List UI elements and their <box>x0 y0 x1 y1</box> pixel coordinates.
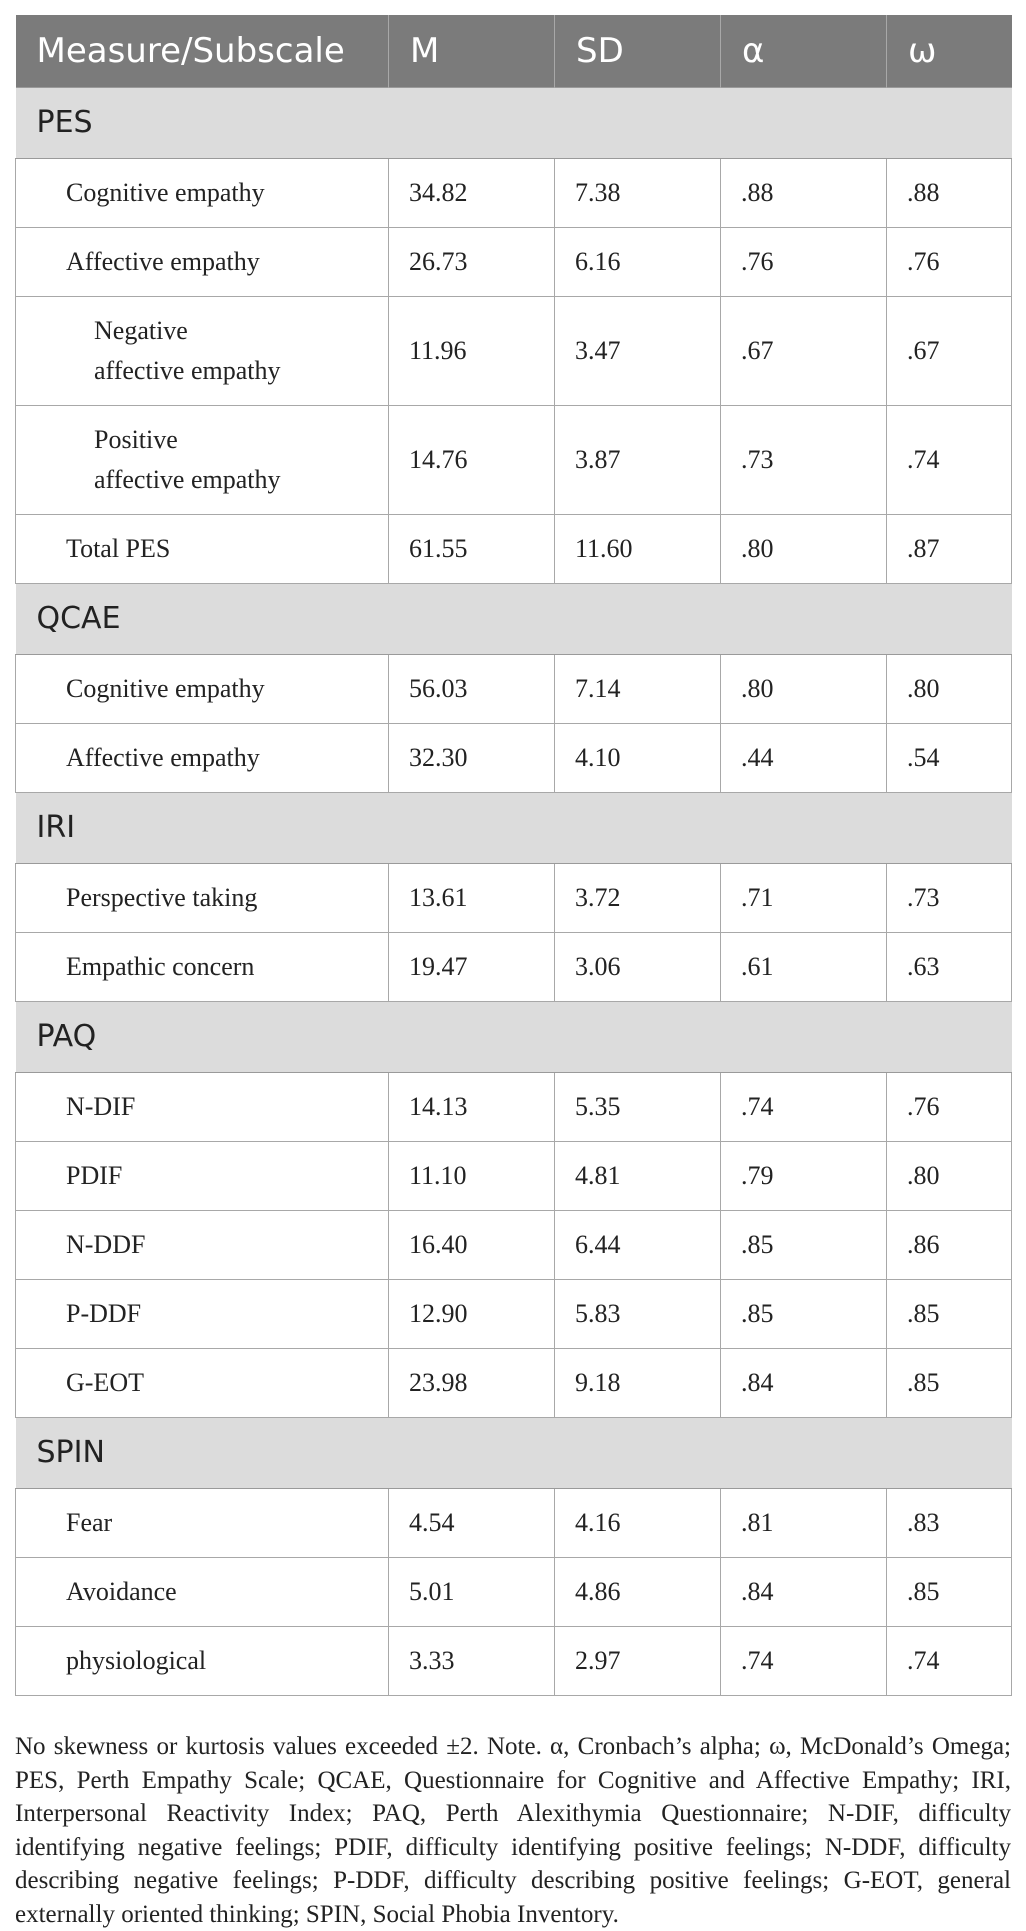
section-pes <box>16 87 1012 158</box>
cell-m: 13.61 <box>389 863 555 932</box>
row-label: Fear <box>16 1488 389 1557</box>
row-label: N-DIF <box>16 1072 389 1141</box>
cell-omega: .86 <box>887 1210 1012 1279</box>
row-label: G-EOT <box>16 1348 389 1417</box>
header-sd: SD <box>555 15 721 87</box>
cell-sd: 4.81 <box>555 1141 721 1210</box>
section-title: PES <box>16 87 1012 158</box>
table-row <box>16 1141 1012 1210</box>
cell-omega: .73 <box>887 863 1012 932</box>
cell-alpha: .88 <box>721 158 887 227</box>
header-measure: Measure/Subscale <box>16 15 389 87</box>
cell-m: 61.55 <box>389 514 555 583</box>
row-label: N-DDF <box>16 1210 389 1279</box>
cell-m: 32.30 <box>389 723 555 792</box>
row-label <box>16 296 389 405</box>
cell-alpha: .73 <box>721 405 887 514</box>
cell-m: 56.03 <box>389 654 555 723</box>
cell-sd: 5.35 <box>555 1072 721 1141</box>
cell-omega: .76 <box>887 1072 1012 1141</box>
table-row <box>16 654 1012 723</box>
table-row <box>16 227 1012 296</box>
cell-m: 14.76 <box>389 405 555 514</box>
cell-m: 34.82 <box>389 158 555 227</box>
cell-sd: 4.10 <box>555 723 721 792</box>
table-row <box>16 863 1012 932</box>
cell-alpha: .85 <box>721 1210 887 1279</box>
table-row <box>16 932 1012 1001</box>
descriptives-table-container <box>15 15 1011 1696</box>
cell-alpha: .74 <box>721 1072 887 1141</box>
header-alpha: α <box>721 15 887 87</box>
cell-alpha: .79 <box>721 1141 887 1210</box>
row-label: PDIF <box>16 1141 389 1210</box>
cell-m: 3.33 <box>389 1626 555 1695</box>
cell-alpha: .74 <box>721 1626 887 1695</box>
cell-m: 14.13 <box>389 1072 555 1141</box>
cell-omega: .85 <box>887 1279 1012 1348</box>
cell-alpha: .80 <box>721 514 887 583</box>
cell-alpha: .76 <box>721 227 887 296</box>
table-row <box>16 1348 1012 1417</box>
table-row <box>16 1210 1012 1279</box>
table-row <box>16 723 1012 792</box>
cell-omega: .76 <box>887 227 1012 296</box>
table-row <box>16 1626 1012 1695</box>
header-omega: ω <box>887 15 1012 87</box>
cell-alpha: .61 <box>721 932 887 1001</box>
cell-m: 4.54 <box>389 1488 555 1557</box>
section-paq <box>16 1001 1012 1072</box>
row-label <box>16 405 389 514</box>
cell-omega: .85 <box>887 1348 1012 1417</box>
cell-omega: .85 <box>887 1557 1012 1626</box>
cell-m: 23.98 <box>389 1348 555 1417</box>
table-row <box>16 158 1012 227</box>
table-header <box>16 15 1012 87</box>
cell-sd: 3.87 <box>555 405 721 514</box>
cell-omega: .80 <box>887 654 1012 723</box>
cell-alpha: .44 <box>721 723 887 792</box>
cell-sd: 3.47 <box>555 296 721 405</box>
cell-omega: .63 <box>887 932 1012 1001</box>
cell-sd: 3.72 <box>555 863 721 932</box>
cell-m: 19.47 <box>389 932 555 1001</box>
table-row <box>16 405 1012 514</box>
cell-sd: 11.60 <box>555 514 721 583</box>
cell-omega: .54 <box>887 723 1012 792</box>
cell-m: 26.73 <box>389 227 555 296</box>
row-label: Avoidance <box>16 1557 389 1626</box>
header-mean: M <box>389 15 555 87</box>
cell-alpha: .80 <box>721 654 887 723</box>
cell-alpha: .84 <box>721 1557 887 1626</box>
cell-alpha: .71 <box>721 863 887 932</box>
cell-m: 11.10 <box>389 1141 555 1210</box>
cell-omega: .87 <box>887 514 1012 583</box>
section-qcae <box>16 583 1012 654</box>
row-label-line1: Negative <box>94 315 188 345</box>
table-row <box>16 1488 1012 1557</box>
section-spin <box>16 1417 1012 1488</box>
cell-sd: 4.16 <box>555 1488 721 1557</box>
table-footnote: No skewness or kurtosis values exceeded ±2. Note. α, Cronbach’s alpha; ω, McDonald’s Omega; PES, Perth Empathy Scale; QCAE, Questionnaire for Cognitive and Affective Empathy; IRI, Interpersonal Reactivity Index; PAQ, Perth Alexithymia Questionnaire; N-DIF, difficulty identifying negative feelings; PDIF, difficulty identifying positive feelings; N-DDF, difficulty describing negative feelings; P-DDF, difficulty describing positive feelings; G-EOT, general externally oriented thinking; SPIN, Social Phobia Inventory. <box>15 1733 1011 1928</box>
row-label: Cognitive empathy <box>16 158 389 227</box>
cell-sd: 3.06 <box>555 932 721 1001</box>
row-label: Total PES <box>16 514 389 583</box>
row-label: physiological <box>16 1626 389 1695</box>
cell-omega: .67 <box>887 296 1012 405</box>
cell-omega: .74 <box>887 405 1012 514</box>
section-title: SPIN <box>16 1417 1012 1488</box>
section-title: IRI <box>16 792 1012 863</box>
cell-omega: .80 <box>887 1141 1012 1210</box>
cell-sd: 5.83 <box>555 1279 721 1348</box>
header-row <box>16 15 1012 87</box>
cell-m: 16.40 <box>389 1210 555 1279</box>
cell-m: 5.01 <box>389 1557 555 1626</box>
cell-alpha: .85 <box>721 1279 887 1348</box>
row-label: Empathic concern <box>16 932 389 1001</box>
row-label-line1: Positive <box>94 424 178 454</box>
cell-sd: 6.44 <box>555 1210 721 1279</box>
cell-m: 12.90 <box>389 1279 555 1348</box>
cell-m: 11.96 <box>389 296 555 405</box>
cell-alpha: .84 <box>721 1348 887 1417</box>
table-row <box>16 1279 1012 1348</box>
row-label: Affective empathy <box>16 723 389 792</box>
cell-sd: 6.16 <box>555 227 721 296</box>
descriptives-table <box>15 15 1012 1696</box>
row-label-line2: affective empathy <box>94 355 281 385</box>
cell-alpha: .81 <box>721 1488 887 1557</box>
cell-omega: .83 <box>887 1488 1012 1557</box>
cell-sd: 2.97 <box>555 1626 721 1695</box>
table-row <box>16 1557 1012 1626</box>
row-label: Cognitive empathy <box>16 654 389 723</box>
section-title: QCAE <box>16 583 1012 654</box>
row-label: Perspective taking <box>16 863 389 932</box>
table-body <box>16 87 1012 1695</box>
row-label-line2: affective empathy <box>94 464 281 494</box>
cell-sd: 7.14 <box>555 654 721 723</box>
table-row <box>16 514 1012 583</box>
cell-alpha: .67 <box>721 296 887 405</box>
cell-omega: .88 <box>887 158 1012 227</box>
cell-sd: 4.86 <box>555 1557 721 1626</box>
table-row <box>16 296 1012 405</box>
section-iri <box>16 792 1012 863</box>
row-label: Affective empathy <box>16 227 389 296</box>
cell-sd: 9.18 <box>555 1348 721 1417</box>
section-title: PAQ <box>16 1001 1012 1072</box>
cell-sd: 7.38 <box>555 158 721 227</box>
cell-omega: .74 <box>887 1626 1012 1695</box>
table-row <box>16 1072 1012 1141</box>
row-label: P-DDF <box>16 1279 389 1348</box>
